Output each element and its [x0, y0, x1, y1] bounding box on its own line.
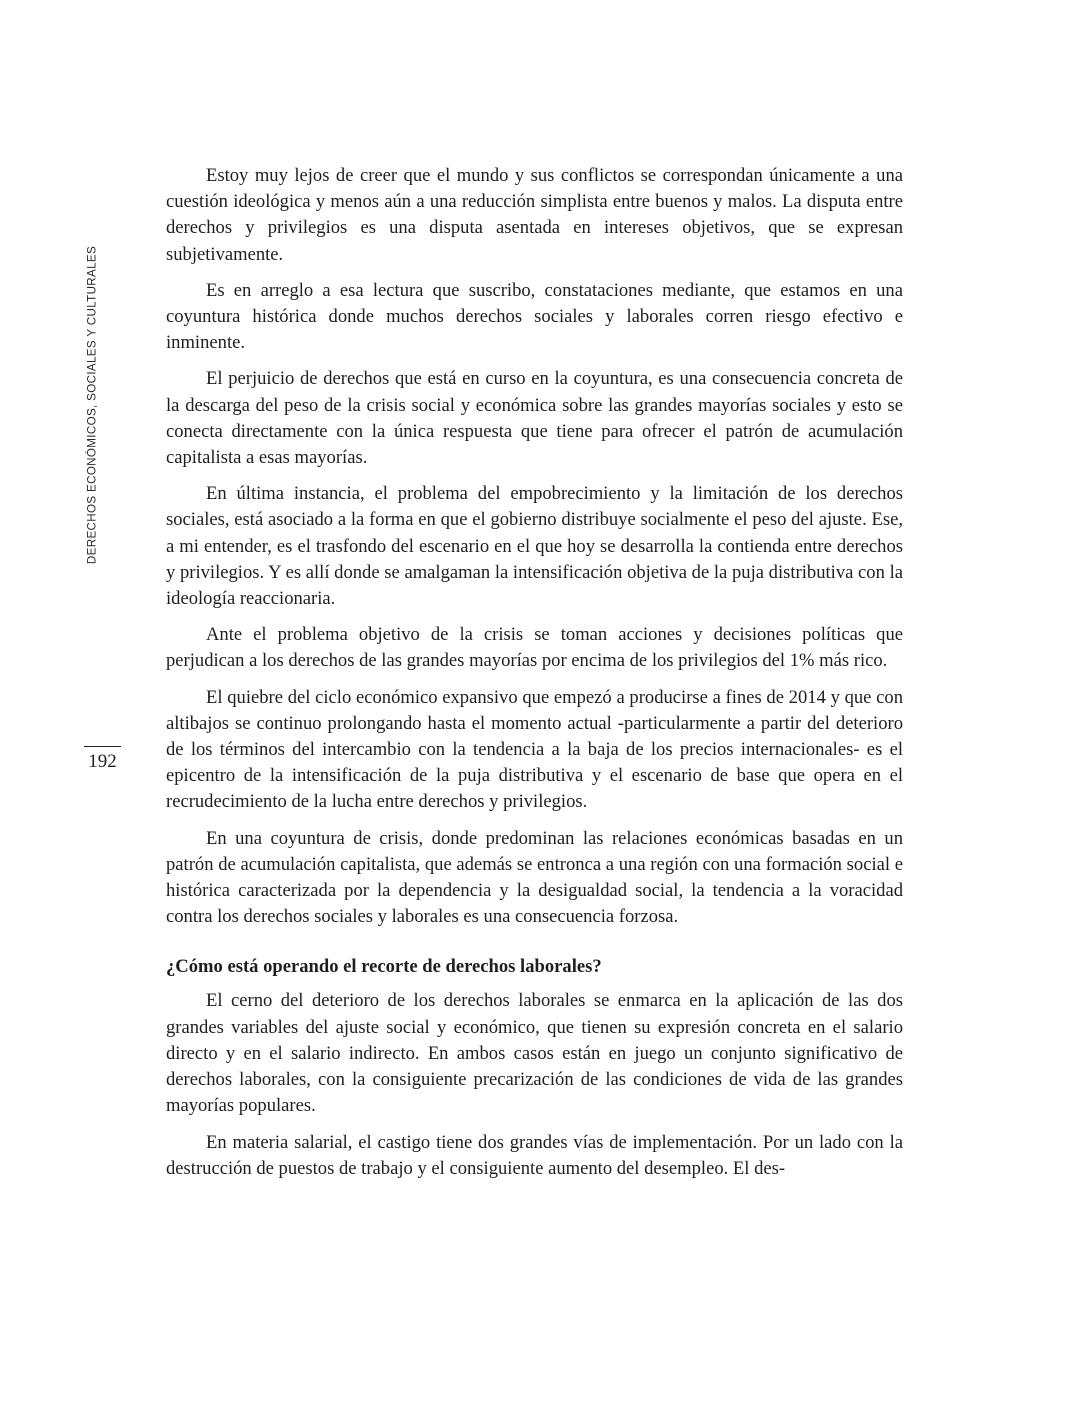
paragraph: En una coyuntura de crisis, donde predominan las relaciones económicas basadas en un patrón de acumulación capitalista, que además se entronca a una región con una formación social e histórica caracterizada por la dependencia y la desigualdad social, la tendencia a la voracidad contra los derechos sociales y laborales es una consecuencia forzosa.	[166, 827, 903, 928]
paragraph: Estoy muy lejos de creer que el mundo y sus conflictos se correspondan únicamente a una cuestión ideológica y menos aún a una reducción simplista entre buenos y malos. La disputa entre derechos y privilegios es una disputa asentada en intereses objetivos, que se expresan subjetivamente.	[166, 165, 903, 265]
paragraph: En materia salarial, el castigo tiene dos grandes vías de implementación. Por un lado con la destrucción de puestos de trabajo y el consiguiente aumento del desempleo. El des-	[166, 1131, 903, 1179]
paragraph: El quiebre del ciclo económico expansivo que empezó a producirse a fines de 2014 y que con altibajos se continuo prolongando hasta el momento actual -particularmente a partir del deterioro de los términos del intercambio con la tendencia a la baja de los precios internacionales- es el epicentro de la intensificación de la puja distributiva y el escenario de base que opera en el recrudecimiento de la lucha entre derechos y privilegios.	[166, 686, 903, 813]
running-head-text: DERECHOS ECONÓMICOS, SOCIALES Y CULTURALES	[85, 245, 99, 565]
section-heading: ¿Cómo está operando el recorte de derechos laborales?	[166, 956, 602, 978]
page-body	[166, 163, 903, 1192]
paragraph: El perjuicio de derechos que está en curso en la coyuntura, es una consecuencia concreta de la descarga del peso de la crisis social y económica sobre las grandes mayorías sociales y esto se conecta directamente con la única respuesta que tiene para ofrecer el patrón de acumulación capitalista a esas mayorías.	[166, 368, 903, 469]
paragraph: Ante el problema objetivo de la crisis se toman acciones y decisiones políticas que perjudican a los derechos de las grandes mayorías por encima de los privilegios del 1% más rico.	[166, 624, 903, 672]
page-number: 192	[88, 751, 117, 772]
paragraph: Es en arreglo a esa lectura que suscribo, constataciones mediante, que estamos en una coyuntura histórica donde muchos derechos sociales y laborales corren riesgo efectivo e inminente.	[166, 279, 903, 354]
paragraph: El cerno del deterioro de los derechos laborales se enmarca en la aplicación de las dos grandes variables del ajuste social y económico, que tienen su expresión concreta en el salario directo y en el salario indirecto. En ambos casos están en juego un conjunto significativo de derechos laborales, con la consiguiente precarización de las condiciones de vida de las grandes mayorías populares.	[166, 990, 903, 1117]
paragraph: En última instancia, el problema del empobrecimiento y la limitación de los derechos sociales, está asociado a la forma en que el gobierno distribuye socialmente el peso del ajuste. Ese, a mi entender, es el trasfondo del escenario en el que hoy se desarrolla la contienda entre derechos y privilegios. Y es allí donde se amalgaman la intensificación objetiva de la puja distributiva con la ideología reaccionaria.	[166, 483, 903, 610]
page-number-rule	[84, 746, 121, 747]
